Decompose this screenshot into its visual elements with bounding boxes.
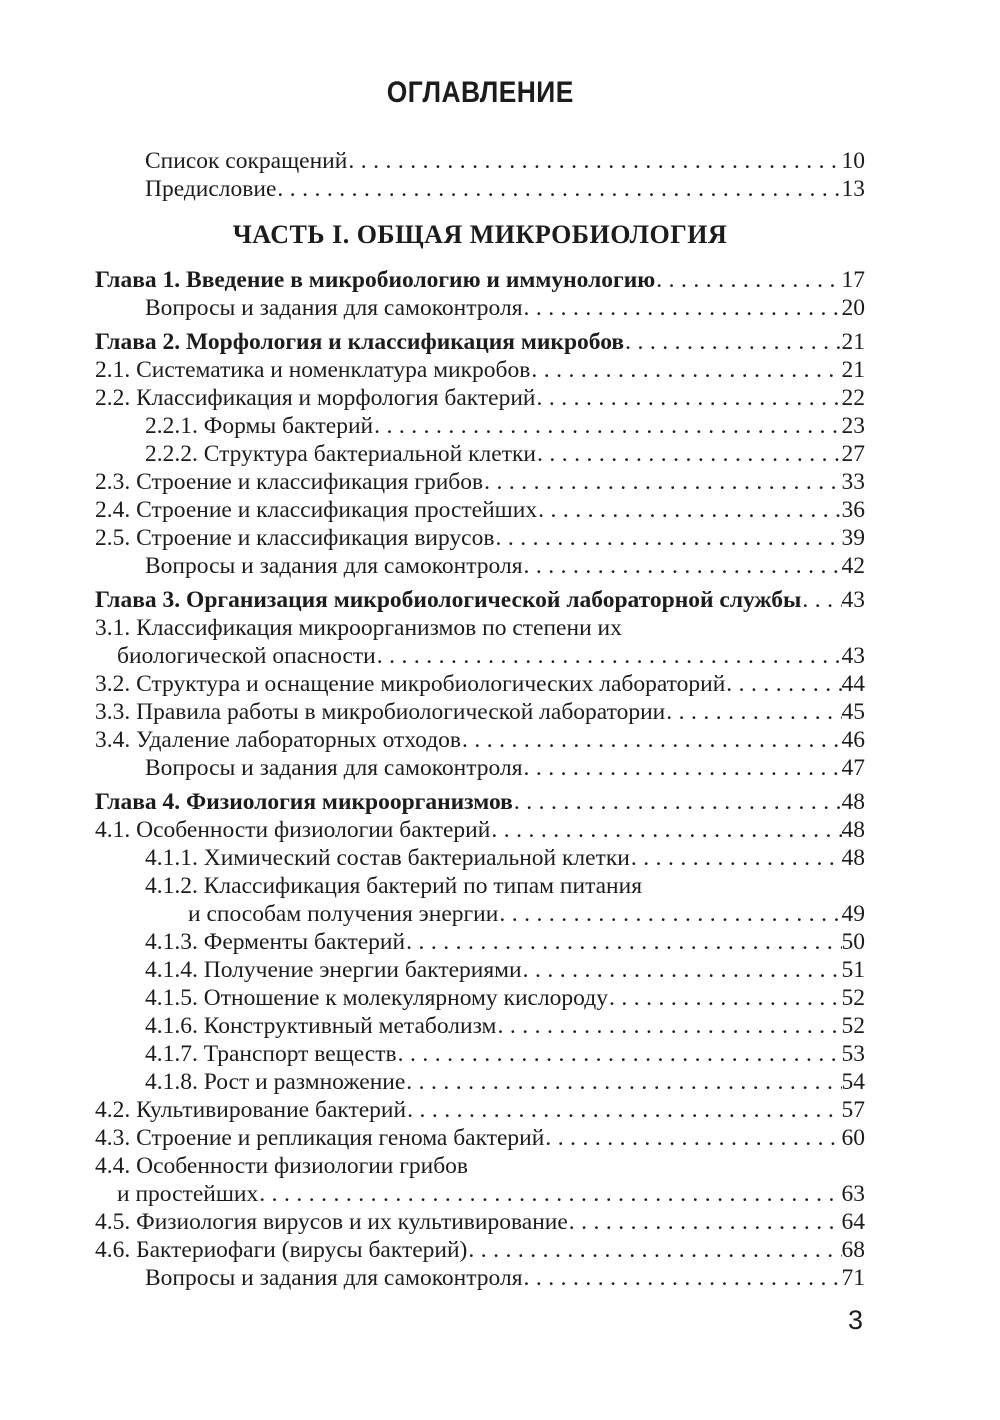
dot-leader xyxy=(536,440,842,468)
toc-entry-page: 46 xyxy=(841,727,865,753)
toc-entry-page: 57 xyxy=(841,1097,865,1123)
dot-leader xyxy=(258,1180,841,1208)
toc-entry-title: 2.4. Строение и классификация простейших xyxy=(95,497,538,523)
toc-row xyxy=(95,956,865,984)
toc-entry-page: 45 xyxy=(841,699,865,725)
toc-row xyxy=(95,754,865,782)
dot-leader xyxy=(523,294,842,322)
dot-leader xyxy=(373,412,841,440)
toc-row xyxy=(95,928,865,956)
dot-leader xyxy=(498,900,841,928)
dot-leader xyxy=(544,1124,841,1152)
toc-entry-page: 48 xyxy=(841,817,865,843)
toc-entry-page: 39 xyxy=(841,525,865,551)
toc-row xyxy=(95,788,865,816)
dot-leader xyxy=(405,1068,841,1096)
toc-row xyxy=(95,440,865,468)
toc-row xyxy=(95,844,865,872)
toc-entry-title: 4.1. Особенности физиологии бактерий xyxy=(95,817,491,843)
toc-entry-title: биологической опасности xyxy=(117,643,376,669)
toc-entry-page: 51 xyxy=(841,957,865,983)
toc-entry-title: 4.1.5. Отношение к молекулярному кислороду xyxy=(145,985,608,1011)
toc-entry-title: 2.2.1. Формы бактерий xyxy=(145,413,374,439)
toc-row xyxy=(95,468,865,496)
toc-entry-title: Глава 2. Морфология и классификация микробов xyxy=(95,329,625,355)
toc-row xyxy=(95,984,865,1012)
dot-leader xyxy=(523,1264,842,1292)
dot-leader xyxy=(376,642,842,670)
toc-row xyxy=(95,1040,865,1068)
toc-entry-title: и способам получения энергии xyxy=(188,901,499,927)
toc-entry-page: 13 xyxy=(841,176,865,202)
toc-entry-title: Глава 4. Физиология микроорганизмов xyxy=(95,789,513,815)
toc-entry-title: 3.3. Правила работы в микробиологической лаборатории xyxy=(95,699,666,725)
toc-entry-page: 63 xyxy=(841,1181,865,1207)
toc-row xyxy=(95,384,865,412)
page-title-text: ОГЛАВЛЕНИЕ xyxy=(386,76,574,109)
toc-entry-page: 54 xyxy=(841,1069,865,1095)
dot-leader xyxy=(483,468,841,496)
page-number: 3 xyxy=(847,1305,863,1335)
toc-entry-title: Глава 1. Введение в микробиологию и иммунологию xyxy=(95,267,656,293)
toc-entry-title: и простейших xyxy=(117,1181,259,1207)
toc-entry-title: Вопросы и задания для самоконтроля xyxy=(145,553,523,579)
dot-leader xyxy=(522,956,842,984)
part-heading: ЧАСТЬ I. ОБЩАЯ МИКРОБИОЛОГИЯ xyxy=(232,220,728,249)
toc-row xyxy=(95,175,865,203)
toc-entry-title: Вопросы и задания для самоконтроля xyxy=(145,295,523,321)
toc-entry-page: 53 xyxy=(841,1041,865,1067)
toc-entry-page: 44 xyxy=(841,671,865,697)
toc-row xyxy=(95,900,865,928)
toc-row xyxy=(95,524,865,552)
toc-entry-page: 21 xyxy=(841,357,865,383)
toc-entry-title: 4.3. Строение и репликация генома бактерий xyxy=(95,1125,545,1151)
toc-entry-title: 4.5. Физиология вирусов и их культивирование xyxy=(95,1209,568,1235)
toc-entry-page: 36 xyxy=(841,497,865,523)
dot-leader xyxy=(490,816,841,844)
toc-entry-title: 4.1.7. Транспорт веществ xyxy=(145,1041,397,1067)
toc-row xyxy=(95,872,865,900)
dot-leader xyxy=(397,1040,842,1068)
toc-row xyxy=(95,412,865,440)
toc-entry-page: 64 xyxy=(841,1209,865,1235)
toc-entry-page: 22 xyxy=(841,385,865,411)
dot-leader xyxy=(537,496,841,524)
toc-entry-page: 21 xyxy=(841,329,865,355)
toc-row xyxy=(95,586,865,614)
toc-row xyxy=(95,1124,865,1152)
toc-entry-title: Вопросы и задания для самоконтроля xyxy=(145,1265,523,1291)
toc-entry-title: 4.1.2. Классификация бактерий по типам питания xyxy=(145,873,643,899)
toc-entry-title: 2.2.2. Структура бактериальной клетки xyxy=(145,441,536,467)
toc-entry-title: 4.1.3. Ферменты бактерий xyxy=(145,929,406,955)
toc-row xyxy=(95,1264,865,1292)
toc-entry-page: 43 xyxy=(841,643,865,669)
toc-entry-title: 4.1.1. Химический состав бактериальной клетки xyxy=(145,845,630,871)
toc-row xyxy=(95,552,865,580)
toc-row xyxy=(95,1012,865,1040)
toc-row xyxy=(95,147,865,175)
toc-row xyxy=(95,1208,865,1236)
toc-row xyxy=(95,726,865,754)
toc-entry-page: 52 xyxy=(841,985,865,1011)
dot-leader xyxy=(630,844,842,872)
toc-entry-page: 10 xyxy=(841,148,865,174)
toc-entry-page: 60 xyxy=(841,1125,865,1151)
toc-entry-title: 4.4. Особенности физиологии грибов xyxy=(95,1153,469,1179)
dot-leader xyxy=(624,328,841,356)
toc-entry-title: 2.1. Систематика и номенклатура микробов xyxy=(95,357,531,383)
toc-entry-title: 4.1.6. Конструктивный метаболизм xyxy=(145,1013,497,1039)
toc-entry-page: 48 xyxy=(841,789,865,815)
toc-list xyxy=(95,147,865,1292)
toc-entry-page: 50 xyxy=(841,929,865,955)
dot-leader xyxy=(467,1236,841,1264)
toc-entry-title: 2.2. Классификация и морфология бактерий xyxy=(95,385,536,411)
toc-entry-page: 48 xyxy=(841,845,865,871)
dot-leader xyxy=(513,788,842,816)
toc-entry-title: 3.1. Классификация микроорганизмов по степени их xyxy=(95,615,622,641)
dot-leader xyxy=(568,1208,842,1236)
dot-leader xyxy=(523,754,842,782)
toc-entry-title: 2.5. Строение и классификация вирусов xyxy=(95,525,495,551)
toc-entry-title: 4.2. Культивирование бактерий xyxy=(95,1097,407,1123)
dot-leader xyxy=(405,928,841,956)
toc-entry-page: 49 xyxy=(841,901,865,927)
dot-leader xyxy=(461,726,841,754)
toc-entry-title: Предисловие xyxy=(145,176,277,202)
toc-entry-title: Глава 3. Организация микробиологической лабораторной службы xyxy=(95,587,802,613)
toc-row xyxy=(95,642,865,670)
page-title xyxy=(95,78,865,108)
dot-leader xyxy=(494,524,841,552)
toc-row xyxy=(95,356,865,384)
toc-entry-title: 4.1.8. Рост и размножение xyxy=(145,1069,406,1095)
toc-row xyxy=(95,1180,865,1208)
toc-entry-page: 47 xyxy=(841,755,865,781)
toc-row xyxy=(95,1152,865,1180)
toc-entry-title: Вопросы и задания для самоконтроля xyxy=(145,755,523,781)
dot-leader xyxy=(655,266,841,294)
dot-leader xyxy=(608,984,842,1012)
dot-leader xyxy=(725,670,841,698)
toc-row xyxy=(95,698,865,726)
toc-row xyxy=(95,1096,865,1124)
toc-entry-title: 2.3. Строение и классификация грибов xyxy=(95,469,484,495)
toc-entry-page: 52 xyxy=(841,1013,865,1039)
toc-row xyxy=(95,496,865,524)
dot-leader xyxy=(276,175,841,203)
toc-entry-page: 68 xyxy=(841,1237,865,1263)
toc-row xyxy=(95,294,865,322)
toc-entry-page: 42 xyxy=(841,553,865,579)
dot-leader xyxy=(530,356,841,384)
toc-content xyxy=(95,78,865,1334)
dot-leader xyxy=(801,586,841,614)
toc-row xyxy=(95,1068,865,1096)
toc-row xyxy=(95,614,865,642)
toc-entry-title: 4.6. Бактериофаги (вирусы бактерий) xyxy=(95,1237,468,1263)
toc-entry-page: 43 xyxy=(841,587,865,613)
toc-entry-page: 71 xyxy=(841,1265,865,1291)
dot-leader xyxy=(536,384,842,412)
dot-leader xyxy=(406,1096,841,1124)
toc-row xyxy=(95,328,865,356)
toc-entry-page: 23 xyxy=(841,413,865,439)
toc-row xyxy=(95,266,865,294)
dot-leader xyxy=(496,1012,841,1040)
toc-row xyxy=(95,816,865,844)
toc-entry-page: 20 xyxy=(841,295,865,321)
toc-entry-title: 3.2. Структура и оснащение микробиологических лабораторий xyxy=(95,671,726,697)
dot-leader xyxy=(665,698,841,726)
toc-entry-title: Список сокращений xyxy=(145,148,348,174)
toc-row xyxy=(95,670,865,698)
toc-entry-page: 17 xyxy=(841,267,865,293)
toc-entry-title: 4.1.4. Получение энергии бактериями xyxy=(145,957,522,983)
toc-row xyxy=(95,1236,865,1264)
dot-leader xyxy=(523,552,842,580)
toc-entry-page: 33 xyxy=(841,469,865,495)
toc-entry-page: 27 xyxy=(841,441,865,467)
toc-entry-title: 3.4. Удаление лабораторных отходов xyxy=(95,727,462,753)
dot-leader xyxy=(347,147,841,175)
